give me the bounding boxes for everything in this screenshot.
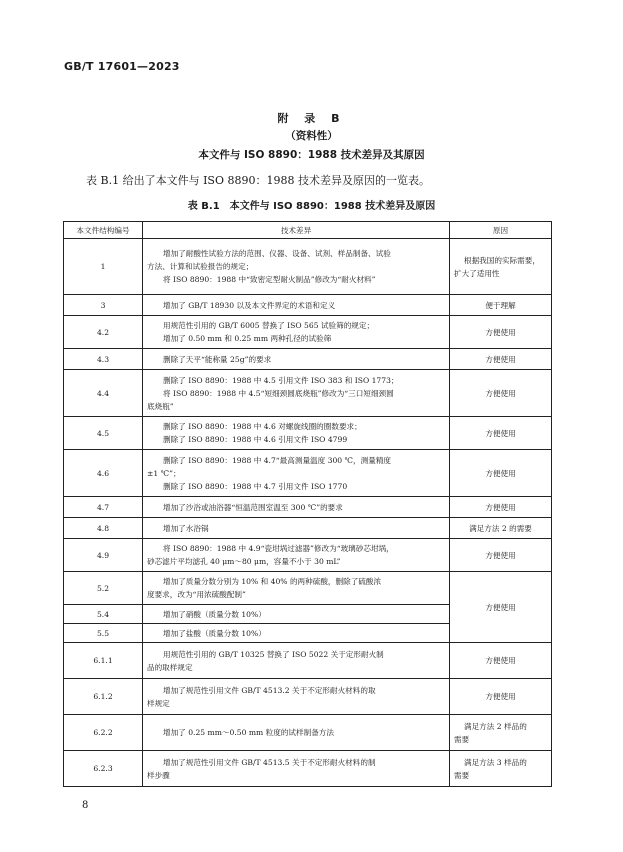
reason-line: 根据我国的实际需要， — [464, 255, 540, 265]
difference-line: 增加了规范性引用文件 GB/T 4513.5 关于不定形耐火材料的制 — [163, 757, 376, 767]
row-number: 6.2.3 — [64, 751, 143, 787]
difference-line: 底烧瓶” — [147, 401, 174, 411]
table-row — [64, 349, 552, 370]
row-reason — [450, 751, 552, 787]
difference-line: ±1 ℃”； — [147, 468, 181, 478]
difference-line: 增加了 GB/T 18930 以及本文件界定的术语和定义 — [163, 300, 336, 310]
row-difference — [143, 572, 450, 605]
row-reason — [450, 679, 552, 715]
difference-line: 样步骤 — [147, 770, 170, 780]
difference-line: 将 ISO 8890：1988 中“致密定型耐火制品”修改为“耐火材料” — [163, 275, 376, 284]
reason-line: 方便使用 — [485, 602, 516, 612]
row-difference — [143, 370, 450, 417]
table-header-row — [64, 222, 552, 239]
reason-line: 方便使用 — [485, 428, 516, 438]
difference-line: 增加了规范性引用文件 GB/T 4513.2 关于不定形耐火材料的取 — [163, 685, 376, 695]
difference-line: 样规定 — [147, 698, 170, 708]
differences-table — [63, 221, 552, 787]
reason-line: 方便使用 — [485, 692, 516, 701]
row-reason — [450, 295, 552, 316]
reason-line: 便于理解 — [485, 300, 516, 310]
difference-line: 增加了耐酸性试验方法的范围、仪器、设备、试剂、样品制备、试验 — [163, 249, 391, 258]
difference-line: 增加了 0.50 mm 和 0.25 mm 两种孔径的试验筛 — [163, 334, 332, 343]
difference-line: 将 ISO 8890：1988 中 4.9“瓷坩埚过滤器”修改为“玻璃砂芯坩埚， — [163, 544, 394, 553]
row-number: 1 — [64, 239, 143, 295]
row-reason — [450, 370, 552, 417]
difference-line: 用规范性引用的 GB/T 10325 替换了 ISO 5022 关于定形耐火制 — [163, 649, 384, 659]
row-number: 4.3 — [64, 349, 143, 370]
table-row — [64, 450, 552, 497]
row-number: 4.8 — [64, 518, 143, 539]
table-row — [64, 539, 552, 572]
table-row — [64, 295, 552, 316]
row-difference — [143, 539, 450, 572]
row-number: 6.2.2 — [64, 715, 143, 751]
header-structure-number: 本文件结构编号 — [64, 222, 143, 239]
reason-line: 方便使用 — [485, 388, 516, 398]
row-difference — [143, 497, 450, 518]
row-number: 4.4 — [64, 370, 143, 417]
table-row — [64, 316, 552, 349]
row-difference — [143, 450, 450, 497]
row-reason — [450, 539, 552, 572]
row-difference — [143, 239, 450, 295]
difference-line: 增加了质量分数分别为 10% 和 40% 的两种硫酸，删除了硫酸浓 — [163, 577, 382, 586]
row-difference — [143, 417, 450, 450]
row-reason — [450, 572, 552, 643]
difference-line: 品的取样规定 — [147, 662, 193, 672]
row-number: 3 — [64, 295, 143, 316]
row-reason — [450, 518, 552, 539]
row-difference — [143, 349, 450, 370]
row-reason — [450, 349, 552, 370]
table-row — [64, 572, 552, 605]
table-row — [64, 518, 552, 539]
appendix-title: 附 录 B — [277, 112, 346, 125]
row-reason — [450, 417, 552, 450]
difference-line: 用规范性引用的 GB/T 6005 替换了 ISO 565 试验筛的规定； — [163, 321, 375, 330]
difference-line: 删除了天平“能称量 25g”的要求 — [163, 354, 272, 364]
intro-paragraph: 表 B.1 给出了本文件与 ISO 8890：1988 技术差异及原因的一览表。 — [86, 174, 430, 187]
difference-line: 增加了沙浴或油浴器“恒温范围室温至 300 ℃”的要求 — [163, 502, 343, 512]
row-number: 4.5 — [64, 417, 143, 450]
reason-line: 满足方法 2 的需要 — [469, 523, 532, 533]
row-difference — [143, 679, 450, 715]
row-difference — [143, 624, 450, 643]
table-row — [64, 643, 552, 679]
row-difference — [143, 316, 450, 349]
reason-line: 需要 — [454, 734, 470, 744]
appendix-subtitle: （资料性） — [285, 130, 338, 142]
difference-line: 删除了 ISO 8890：1988 中 4.7 引用文件 ISO 1770 — [163, 481, 348, 491]
difference-line: 删除了 ISO 8890：1988 中 4.6 引用文件 ISO 4799 — [163, 435, 348, 444]
row-number: 4.9 — [64, 539, 143, 572]
appendix-heading: 本文件与 ISO 8890：1988 技术差异及其原因 — [198, 149, 425, 161]
difference-line: 度要求，改为“用浓硫酸配制” — [147, 590, 246, 599]
header-technical-difference: 技术差异 — [143, 222, 450, 239]
row-difference — [143, 605, 450, 624]
difference-line: 增加了 0.25 mm～0.50 mm 粒度的试样制备方法 — [163, 728, 334, 737]
difference-line: 增加了水浴锅 — [163, 523, 209, 533]
row-number: 5.4 — [64, 605, 143, 624]
row-number: 4.2 — [64, 316, 143, 349]
row-number: 6.1.2 — [64, 679, 143, 715]
row-number: 4.6 — [64, 450, 143, 497]
reason-line: 需要 — [454, 770, 470, 780]
row-number: 4.7 — [64, 497, 143, 518]
reason-line: 满足方法 3 样品的 — [464, 757, 527, 767]
row-difference — [143, 643, 450, 679]
table-row — [64, 751, 552, 787]
row-difference — [143, 715, 450, 751]
row-reason — [450, 316, 552, 349]
row-reason — [450, 450, 552, 497]
page-number: 8 — [82, 800, 89, 811]
table-row — [64, 679, 552, 715]
row-reason — [450, 715, 552, 751]
difference-line: 增加了硝酸（质量分数 10%） — [163, 609, 266, 619]
table-row — [64, 370, 552, 417]
difference-line: 将 ISO 8890：1988 中 4.5“短细颈圆底烧瓶”修改为“三口短细颈圆 — [163, 388, 394, 398]
table-row — [64, 239, 552, 295]
reason-line: 方便使用 — [485, 354, 516, 364]
difference-line: 增加了盐酸（质量分数 10%） — [163, 628, 266, 638]
difference-line: 方法、计算和试验报告的规定； — [147, 262, 254, 271]
reason-line: 满足方法 2 样品的 — [464, 721, 527, 731]
row-reason — [450, 643, 552, 679]
reason-line: 方便使用 — [485, 656, 516, 665]
row-reason — [450, 497, 552, 518]
row-number: 5.5 — [64, 624, 143, 643]
row-reason — [450, 239, 552, 295]
row-number: 5.2 — [64, 572, 143, 605]
table-row — [64, 715, 552, 751]
reason-line: 扩大了适用性 — [454, 268, 500, 278]
difference-line: 砂芯滤片平均滤孔 40 μm～80 μm，容量不小于 30 mL” — [147, 557, 341, 566]
reason-line: 方便使用 — [485, 550, 516, 560]
reason-line: 方便使用 — [485, 468, 516, 478]
difference-line: 删除了 ISO 8890：1988 中 4.7“最高测量温度 300 ℃，测量精度 — [163, 455, 392, 465]
row-difference — [143, 295, 450, 316]
difference-line: 删除了 ISO 8890：1988 中 4.5 引用文件 ISO 383 和 ISO 1773； — [163, 375, 399, 385]
header-reason: 原因 — [450, 222, 552, 239]
table-caption: 表 B.1 本文件与 ISO 8890：1988 技术差异及原因 — [187, 201, 436, 212]
row-number: 6.1.1 — [64, 643, 143, 679]
difference-line: 删除了 ISO 8890：1988 中 4.6 对螺旋线圈的圈数要求； — [163, 422, 362, 431]
row-difference — [143, 751, 450, 787]
table-row — [64, 497, 552, 518]
reason-line: 方便使用 — [485, 327, 516, 337]
reason-line: 方便使用 — [485, 502, 516, 512]
standard-code-header: GB/T 17601—2023 — [64, 60, 180, 73]
table-row — [64, 417, 552, 450]
row-difference — [143, 518, 450, 539]
